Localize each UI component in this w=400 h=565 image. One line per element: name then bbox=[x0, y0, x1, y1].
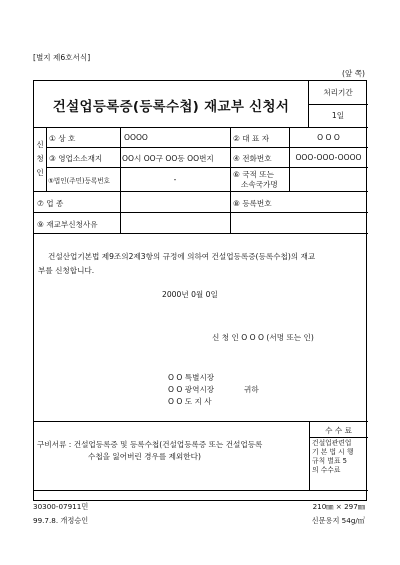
business-type-label: ⑦ 업 종 bbox=[37, 199, 64, 208]
nationality-label-2: 소속국가명 bbox=[241, 180, 278, 189]
reissue-reason-label: ⑨ 재교부신청사유 bbox=[37, 220, 98, 229]
statement-line-1: 건설산업기본법 제9조의2제3항의 규정에 의하여 건설업등록증(등록수첩)의 재교 bbox=[48, 252, 316, 261]
form-title: 건설업등록증(등록수첩) 재교부 신청서 bbox=[52, 99, 290, 115]
processing-period-label: 처리기간 bbox=[323, 88, 353, 97]
trade-name-label: ① 상 호 bbox=[49, 134, 76, 143]
attachments-line-2: 수첩을 잃어버린 경우를 제외한다) bbox=[88, 452, 201, 461]
representative-value[interactable]: O O O bbox=[317, 133, 340, 142]
applicant-group-3: 인 bbox=[36, 168, 44, 177]
address-value[interactable]: OO시 OO구 OO동 OO번지 bbox=[122, 154, 214, 163]
recipient-province: O O 도 지 사 bbox=[168, 397, 212, 406]
applicant-group-2: 청 bbox=[36, 154, 44, 163]
recipient-special-city: O O 특별시장 bbox=[168, 373, 215, 382]
corp-reg-label: ⑤법인(주민)등록번호 bbox=[48, 177, 111, 185]
fee-line-4: 의 수수료 bbox=[312, 466, 341, 474]
fee-line-1: 건설업관련업 bbox=[312, 439, 352, 447]
approval-date: 99.7.8. 개정승인 bbox=[33, 516, 89, 525]
statement-line-2: 부를 신청합니다. bbox=[38, 266, 95, 275]
applicant-group-1: 신 bbox=[36, 140, 44, 149]
fee-line-2: 기 본 법 시 행 bbox=[312, 448, 354, 456]
recipient-metro-city: O O 광역시장 bbox=[168, 385, 215, 394]
front-side-label: (앞 쪽) bbox=[341, 69, 365, 78]
application-date: 2000년 0월 0일 bbox=[162, 290, 218, 299]
recipient-honorific: 귀하 bbox=[244, 385, 259, 394]
phone-label: ④ 전화번호 bbox=[233, 154, 272, 163]
registration-number-label: ⑧ 등록번호 bbox=[233, 199, 272, 208]
phone-value[interactable]: OOO-OOO-OOOO bbox=[295, 153, 362, 162]
processing-period-value: 1일 bbox=[331, 111, 345, 120]
paper-type: 신문용지 54g/㎡ bbox=[311, 516, 365, 525]
applicant-signature: 신 청 인 O O O (서명 또는 인) bbox=[212, 333, 314, 342]
corp-reg-value[interactable]: - bbox=[173, 175, 177, 184]
address-label: ③ 영업소소재지 bbox=[49, 154, 103, 163]
trade-name-value[interactable]: OOOO bbox=[124, 133, 148, 142]
form-code: 30300-07911민 bbox=[33, 502, 89, 511]
form-number: [별지 제6호서식] bbox=[33, 53, 91, 62]
representative-label: ② 대 표 자 bbox=[233, 134, 270, 143]
application-form bbox=[33, 80, 367, 501]
fee-line-3: 규칙 별표 5 bbox=[312, 457, 347, 465]
attachments-line-1: 구비서류 : 건설업등록증 및 등록수첩(건설업등록증 또는 건설업등록 bbox=[37, 440, 263, 449]
nationality-label-1: ⑥ 국적 또는 bbox=[233, 170, 274, 179]
paper-size: 210㎜ × 297㎜ bbox=[312, 502, 365, 511]
fee-label: 수 수 료 bbox=[325, 426, 352, 435]
